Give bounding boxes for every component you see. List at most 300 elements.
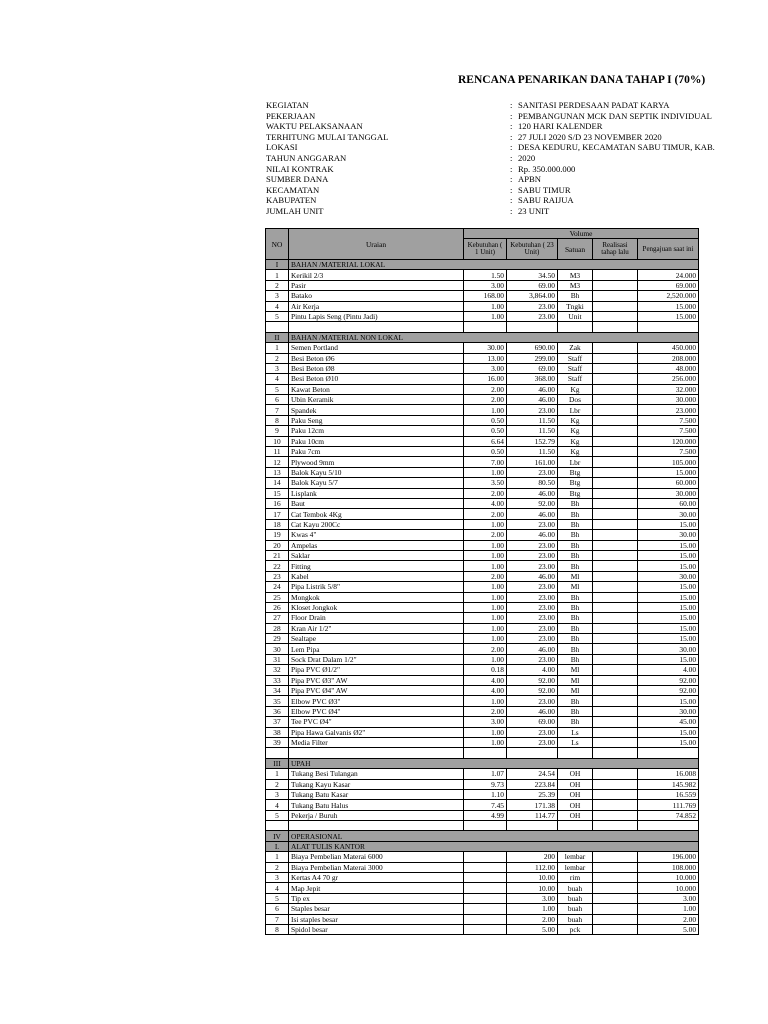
row-kebutuhan23: 23.00: [507, 727, 558, 737]
row-kebutuhan1: 3.50: [464, 478, 507, 488]
row-satuan: Unit: [558, 311, 593, 321]
row-kebutuhan1: 3.00: [464, 717, 507, 727]
row-uraian: Floor Drain: [289, 613, 464, 623]
row-no: 6: [266, 395, 289, 405]
row-uraian: Tee PVC Ø4": [289, 717, 464, 727]
row-kebutuhan1: 3.00: [464, 363, 507, 373]
row-kebutuhan1: 4.99: [464, 810, 507, 820]
row-no: 9: [266, 426, 289, 436]
row-satuan: Bh: [558, 540, 593, 550]
row-kebutuhan23: 69.00: [507, 363, 558, 373]
row-kebutuhan1: 1.00: [464, 592, 507, 602]
table-row: [266, 270, 699, 280]
info-label: KEGIATAN: [266, 100, 309, 110]
col-no-header: NO: [266, 229, 289, 260]
row-kebutuhan23: 2.00: [507, 914, 558, 924]
row-kebutuhan23: 92.00: [507, 686, 558, 696]
row-kebutuhan1: 3.00: [464, 280, 507, 290]
row-kebutuhan23: 46.00: [507, 571, 558, 581]
table-row: [266, 436, 699, 446]
row-uraian: Tip ex: [289, 893, 464, 903]
row-pengajuan: 10.000: [638, 883, 699, 893]
section-number: I: [266, 260, 289, 270]
row-kebutuhan23: 46.00: [507, 644, 558, 654]
row-no: 32: [266, 665, 289, 675]
row-pengajuan: 74.852: [638, 810, 699, 820]
row-satuan: Staff: [558, 353, 593, 363]
row-satuan: Bh: [558, 291, 593, 301]
section-title: BAHAN /MATERIAL LOKAL: [289, 260, 699, 270]
info-label: SUMBER DANA: [266, 174, 329, 185]
info-label: KABUPATEN: [266, 195, 317, 206]
row-satuan: Ml: [558, 571, 593, 581]
table-row: [266, 737, 699, 747]
row-no: 5: [266, 384, 289, 394]
row-no: 18: [266, 519, 289, 529]
row-pengajuan: 145.982: [638, 779, 699, 789]
table-row: [266, 686, 699, 696]
table-row: [266, 873, 699, 883]
info-colon: :: [510, 174, 513, 185]
row-uraian: Elbow PVC Ø3": [289, 696, 464, 706]
col-pengajuan-header: Pengajuan saat ini: [638, 239, 699, 260]
row-kebutuhan1: 13.00: [464, 353, 507, 363]
row-realisasi: [593, 353, 638, 363]
row-satuan: Btg: [558, 467, 593, 477]
row-satuan: Bh: [558, 696, 593, 706]
row-kebutuhan23: 23.00: [507, 696, 558, 706]
row-satuan: Dos: [558, 395, 593, 405]
row-satuan: buah: [558, 893, 593, 903]
row-satuan: Bh: [558, 634, 593, 644]
row-realisasi: [593, 644, 638, 654]
table-row: [266, 623, 699, 633]
row-uraian: Plywood 9mm: [289, 457, 464, 467]
table-row: [266, 374, 699, 384]
row-no: 21: [266, 550, 289, 560]
row-kebutuhan1: 4.00: [464, 675, 507, 685]
row-no: 2: [266, 779, 289, 789]
row-realisasi: [593, 613, 638, 623]
row-uraian: Spidol besar: [289, 925, 464, 935]
row-pengajuan: 30.00: [638, 706, 699, 716]
row-satuan: Bh: [558, 623, 593, 633]
row-satuan: M3: [558, 280, 593, 290]
row-uraian: Kertas A4 70 gr: [289, 873, 464, 883]
table-row: [266, 280, 699, 290]
row-no: 1: [266, 270, 289, 280]
row-no: 17: [266, 509, 289, 519]
row-kebutuhan23: 24.54: [507, 769, 558, 779]
row-no: 1: [266, 769, 289, 779]
row-satuan: M3: [558, 270, 593, 280]
table-row: [266, 592, 699, 602]
row-pengajuan: 1.00: [638, 904, 699, 914]
row-realisasi: [593, 654, 638, 664]
section-header-row: [266, 332, 699, 342]
row-kebutuhan23: 23.00: [507, 301, 558, 311]
budget-table: [265, 228, 699, 935]
row-realisasi: [593, 904, 638, 914]
table-row: [266, 426, 699, 436]
row-uraian: Besi Beton Ø6: [289, 353, 464, 363]
row-uraian: Sealtape: [289, 634, 464, 644]
row-kebutuhan23: 152.79: [507, 436, 558, 446]
row-satuan: lembar: [558, 852, 593, 862]
table-row: [266, 904, 699, 914]
row-kebutuhan23: 10.00: [507, 883, 558, 893]
row-realisasi: [593, 862, 638, 872]
row-satuan: Staff: [558, 374, 593, 384]
row-no: 4: [266, 883, 289, 893]
row-pengajuan: 92.00: [638, 675, 699, 685]
row-satuan: Bh: [558, 498, 593, 508]
row-kebutuhan23: 23.00: [507, 634, 558, 644]
row-realisasi: [593, 675, 638, 685]
row-no: 7: [266, 914, 289, 924]
info-colon: :: [510, 131, 513, 142]
table-row: [266, 291, 699, 301]
row-satuan: Kg: [558, 384, 593, 394]
table-row: [266, 457, 699, 467]
row-pengajuan: 15.000: [638, 467, 699, 477]
row-kebutuhan1: 1.00: [464, 654, 507, 664]
row-kebutuhan1: 7.00: [464, 457, 507, 467]
row-kebutuhan23: 171.38: [507, 800, 558, 810]
row-uraian: Paku 12cm: [289, 426, 464, 436]
row-realisasi: [593, 696, 638, 706]
row-kebutuhan23: 46.00: [507, 509, 558, 519]
row-no: 12: [266, 457, 289, 467]
table-body: [266, 260, 699, 935]
row-kebutuhan1: 2.00: [464, 644, 507, 654]
row-pengajuan: 45.00: [638, 717, 699, 727]
row-no: 22: [266, 561, 289, 571]
row-uraian: Fitting: [289, 561, 464, 571]
section-number: IV: [266, 831, 289, 841]
row-realisasi: [593, 447, 638, 457]
row-pengajuan: 60.000: [638, 478, 699, 488]
row-pengajuan: 15.00: [638, 696, 699, 706]
row-kebutuhan1: 1.00: [464, 311, 507, 321]
row-kebutuhan1: 4.00: [464, 686, 507, 696]
row-uraian: Ubin Keramik: [289, 395, 464, 405]
row-realisasi: [593, 415, 638, 425]
row-kebutuhan23: 3,864.00: [507, 291, 558, 301]
row-no: 3: [266, 291, 289, 301]
table-row: [266, 696, 699, 706]
row-realisasi: [593, 488, 638, 498]
row-kebutuhan1: 2.00: [464, 530, 507, 540]
row-pengajuan: 30.00: [638, 530, 699, 540]
col-kebutuhan1-header: Kebutuhan ( 1 Unit): [464, 239, 507, 260]
row-kebutuhan1: 0.50: [464, 447, 507, 457]
row-uraian: Paku 7cm: [289, 447, 464, 457]
row-kebutuhan1: 0.50: [464, 415, 507, 425]
row-kebutuhan1: 1.00: [464, 696, 507, 706]
row-no: 27: [266, 613, 289, 623]
row-pengajuan: 108.000: [638, 862, 699, 872]
row-no: 6: [266, 904, 289, 914]
table-row: [266, 665, 699, 675]
table-row: [266, 498, 699, 508]
row-satuan: buah: [558, 883, 593, 893]
row-kebutuhan23: 46.00: [507, 488, 558, 498]
row-kebutuhan1: [464, 904, 507, 914]
table-row: [266, 654, 699, 664]
row-no: 20: [266, 540, 289, 550]
table-row: [266, 779, 699, 789]
row-pengajuan: 32.000: [638, 384, 699, 394]
row-pengajuan: 7.500: [638, 415, 699, 425]
row-no: 26: [266, 602, 289, 612]
row-no: 5: [266, 311, 289, 321]
row-uraian: Kloset Jongkok: [289, 602, 464, 612]
row-kebutuhan1: 1.00: [464, 540, 507, 550]
row-kebutuhan23: 114.77: [507, 810, 558, 820]
row-kebutuhan1: 1.00: [464, 519, 507, 529]
row-realisasi: [593, 769, 638, 779]
row-no: 3: [266, 789, 289, 799]
row-kebutuhan1: 1.50: [464, 270, 507, 280]
row-kebutuhan23: 46.00: [507, 395, 558, 405]
row-kebutuhan1: [464, 852, 507, 862]
row-pengajuan: 23.000: [638, 405, 699, 415]
info-label: JUMLAH UNIT: [266, 205, 324, 216]
row-satuan: Kg: [558, 415, 593, 425]
row-no: 2: [266, 862, 289, 872]
row-kebutuhan23: 112.00: [507, 862, 558, 872]
row-no: 34: [266, 686, 289, 696]
row-pengajuan: 120.000: [638, 436, 699, 446]
row-satuan: Staff: [558, 363, 593, 373]
row-uraian: Tukang Batu Halus: [289, 800, 464, 810]
row-realisasi: [593, 374, 638, 384]
row-satuan: Bh: [558, 509, 593, 519]
row-pengajuan: 15.000: [638, 311, 699, 321]
row-realisasi: [593, 509, 638, 519]
row-pengajuan: 10.000: [638, 873, 699, 883]
table-row: [266, 602, 699, 612]
row-kebutuhan23: 69.00: [507, 280, 558, 290]
row-uraian: Paku Seng: [289, 415, 464, 425]
info-colon: :: [510, 142, 513, 153]
row-uraian: Staples besar: [289, 904, 464, 914]
row-kebutuhan1: [464, 883, 507, 893]
row-kebutuhan1: 168.00: [464, 291, 507, 301]
info-value: APBN: [518, 174, 541, 185]
row-uraian: Pipa Listrik 5/8": [289, 582, 464, 592]
row-kebutuhan1: 7.45: [464, 800, 507, 810]
row-satuan: Bh: [558, 706, 593, 716]
row-no: 28: [266, 623, 289, 633]
row-uraian: Pasir: [289, 280, 464, 290]
row-satuan: Bh: [558, 550, 593, 560]
row-kebutuhan23: 46.00: [507, 384, 558, 394]
row-kebutuhan23: 34.50: [507, 270, 558, 280]
row-uraian: Kran Air 1/2": [289, 623, 464, 633]
row-uraian: Pintu Lapis Seng (Pintu Jadi): [289, 311, 464, 321]
row-uraian: Batako: [289, 291, 464, 301]
row-pengajuan: 24.000: [638, 270, 699, 280]
row-realisasi: [593, 270, 638, 280]
row-kebutuhan1: 1.00: [464, 301, 507, 311]
row-realisasi: [593, 592, 638, 602]
info-label: TERHITUNG MULAI TANGGAL: [266, 131, 389, 142]
table-row: [266, 613, 699, 623]
row-kebutuhan23: 161.00: [507, 457, 558, 467]
row-satuan: Ml: [558, 665, 593, 675]
row-pengajuan: 111.769: [638, 800, 699, 810]
row-kebutuhan23: 23.00: [507, 550, 558, 560]
row-satuan: lembar: [558, 862, 593, 872]
row-satuan: Lbr: [558, 457, 593, 467]
row-uraian: Cat Tembok 4Kg: [289, 509, 464, 519]
row-uraian: Besi Beton Ø8: [289, 363, 464, 373]
row-realisasi: [593, 852, 638, 862]
row-uraian: Semen Portland: [289, 343, 464, 353]
row-satuan: Bh: [558, 654, 593, 664]
row-kebutuhan1: 2.00: [464, 384, 507, 394]
row-kebutuhan23: 10.00: [507, 873, 558, 883]
row-kebutuhan23: 1.00: [507, 904, 558, 914]
row-no: 35: [266, 696, 289, 706]
row-uraian: Media Filter: [289, 737, 464, 747]
row-realisasi: [593, 883, 638, 893]
row-realisasi: [593, 873, 638, 883]
row-uraian: Spandek: [289, 405, 464, 415]
row-uraian: Paku 10cm: [289, 436, 464, 446]
table-row: [266, 405, 699, 415]
row-satuan: Bh: [558, 530, 593, 540]
info-colon: :: [510, 163, 513, 174]
row-satuan: OH: [558, 769, 593, 779]
row-kebutuhan1: 30.00: [464, 343, 507, 353]
row-uraian: Elbow PVC Ø4": [289, 706, 464, 716]
row-pengajuan: 15.00: [638, 540, 699, 550]
table-row: [266, 311, 699, 321]
row-uraian: Kabel: [289, 571, 464, 581]
section-title: OPERASIONAL: [289, 831, 699, 841]
row-realisasi: [593, 384, 638, 394]
table-row: [266, 582, 699, 592]
row-realisasi: [593, 789, 638, 799]
row-kebutuhan23: 299.00: [507, 353, 558, 363]
row-kebutuhan1: 1.00: [464, 737, 507, 747]
row-realisasi: [593, 914, 638, 924]
row-kebutuhan23: 690.00: [507, 343, 558, 353]
row-no: 30: [266, 644, 289, 654]
row-realisasi: [593, 540, 638, 550]
row-pengajuan: 15.00: [638, 519, 699, 529]
row-satuan: Bh: [558, 613, 593, 623]
row-satuan: Lbr: [558, 405, 593, 415]
row-satuan: pck: [558, 925, 593, 935]
info-colon: :: [510, 184, 513, 195]
row-satuan: OH: [558, 779, 593, 789]
row-uraian: Kwas 4": [289, 530, 464, 540]
row-kebutuhan23: 46.00: [507, 530, 558, 540]
row-uraian: Tukang Kayu Kasar: [289, 779, 464, 789]
row-no: 11: [266, 447, 289, 457]
info-colon: :: [510, 100, 513, 110]
row-satuan: rim: [558, 873, 593, 883]
row-kebutuhan1: 2.00: [464, 509, 507, 519]
row-satuan: Bh: [558, 602, 593, 612]
row-satuan: buah: [558, 904, 593, 914]
row-kebutuhan1: 1.00: [464, 727, 507, 737]
info-value: DESA KEDURU, KECAMATAN SABU TIMUR, KAB.: [518, 142, 715, 153]
row-no: 15: [266, 488, 289, 498]
table-row: [266, 301, 699, 311]
row-kebutuhan23: 4.00: [507, 665, 558, 675]
row-pengajuan: 15.00: [638, 727, 699, 737]
row-satuan: Kg: [558, 436, 593, 446]
row-realisasi: [593, 623, 638, 633]
table-row: [266, 675, 699, 685]
row-pengajuan: 15.00: [638, 623, 699, 633]
row-realisasi: [593, 405, 638, 415]
row-satuan: Bh: [558, 561, 593, 571]
row-kebutuhan1: 1.10: [464, 789, 507, 799]
row-realisasi: [593, 280, 638, 290]
row-pengajuan: 15.00: [638, 592, 699, 602]
row-kebutuhan23: 23.00: [507, 654, 558, 664]
table-row: [266, 634, 699, 644]
row-uraian: Cat Kayu 200Cc: [289, 519, 464, 529]
row-satuan: Bh: [558, 717, 593, 727]
row-pengajuan: 208.000: [638, 353, 699, 363]
row-no: 10: [266, 436, 289, 446]
row-realisasi: [593, 779, 638, 789]
row-no: 29: [266, 634, 289, 644]
row-kebutuhan23: 92.00: [507, 498, 558, 508]
info-label: PEKERJAAN: [266, 110, 316, 121]
row-pengajuan: 4.00: [638, 665, 699, 675]
row-kebutuhan1: 1.00: [464, 634, 507, 644]
info-value: SABU RAIJUA: [518, 195, 574, 206]
row-pengajuan: 69.000: [638, 280, 699, 290]
info-colon: :: [510, 110, 513, 121]
document-title: RENCANA PENARIKAN DANA TAHAP I (70%): [458, 74, 706, 86]
row-uraian: Map Jepit: [289, 883, 464, 893]
table-row: [266, 914, 699, 924]
row-no: 1: [266, 852, 289, 862]
row-realisasi: [593, 800, 638, 810]
table-row: [266, 925, 699, 935]
row-kebutuhan1: 1.00: [464, 582, 507, 592]
row-pengajuan: 30.00: [638, 644, 699, 654]
spacer-row: [266, 322, 699, 332]
row-kebutuhan23: 23.00: [507, 519, 558, 529]
row-kebutuhan23: 23.00: [507, 467, 558, 477]
row-realisasi: [593, 395, 638, 405]
row-realisasi: [593, 686, 638, 696]
table-row: [266, 800, 699, 810]
row-pengajuan: 15.00: [638, 602, 699, 612]
row-kebutuhan23: 80.50: [507, 478, 558, 488]
row-kebutuhan1: 6.64: [464, 436, 507, 446]
row-kebutuhan1: 1.00: [464, 467, 507, 477]
row-satuan: Ls: [558, 737, 593, 747]
row-realisasi: [593, 634, 638, 644]
table-row: [266, 415, 699, 425]
row-kebutuhan1: 2.00: [464, 571, 507, 581]
row-kebutuhan1: [464, 862, 507, 872]
row-realisasi: [593, 810, 638, 820]
row-kebutuhan1: 1.00: [464, 561, 507, 571]
row-kebutuhan23: 25.39: [507, 789, 558, 799]
